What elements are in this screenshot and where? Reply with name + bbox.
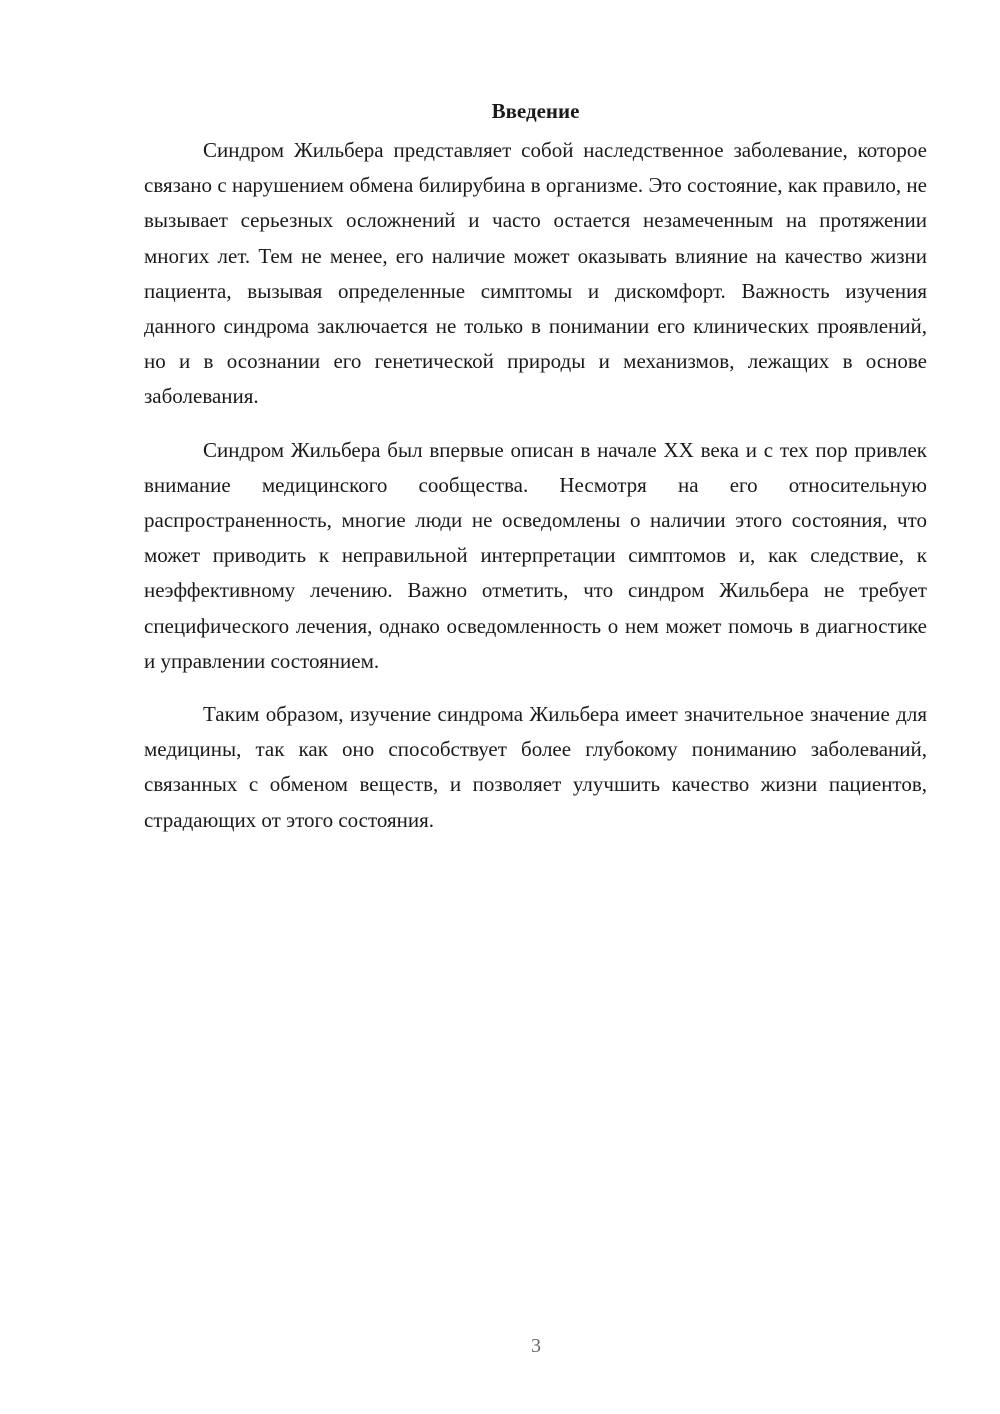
paragraph-3: Таким образом, изучение синдрома Жильбера имеет значительное значение для медицины, так как оно способствует более глубокому пониманию заболеваний, связанных с обменом веществ, и позволяет улучшить качество жизни пациентов, страдающих от этого состояния. bbox=[144, 702, 927, 832]
paragraph-2: Синдром Жильбера был впервые описан в начале XX века и с тех пор привлек внимание медицинского сообщества. Несмотря на его относительную распространенность, многие люди не осведомлены о наличии этого состояния, что может приводить к неправильной интерпретации симптомов и, как следствие, к неэффективному лечению. Важно отметить, что синдром Жильбера не требует специфического лечения, однако осведомленность о нем может помочь в диагностике и управлении состоянием. bbox=[144, 437, 927, 673]
section-heading: Введение bbox=[491, 99, 580, 123]
paragraph-1: Синдром Жильбера представляет собой наследственное заболевание, которое связано с нарушением обмена билирубина в организме. Это состояние, как правило, не вызывает серьезных осложнений и часто остается незамеченным на протяжении многих лет. Тем не менее, его наличие может оказывать влияние на качество жизни пациента, вызывая определенные симптомы и дискомфорт. Важность изучения данного синдрома заключается не только в понимании его клинических проявлений, но и в осознании его генетической природы и механизмов, лежащих в основе заболевания. bbox=[144, 138, 927, 409]
page-content bbox=[144, 97, 927, 856]
page-number: 3 bbox=[531, 1335, 541, 1357]
